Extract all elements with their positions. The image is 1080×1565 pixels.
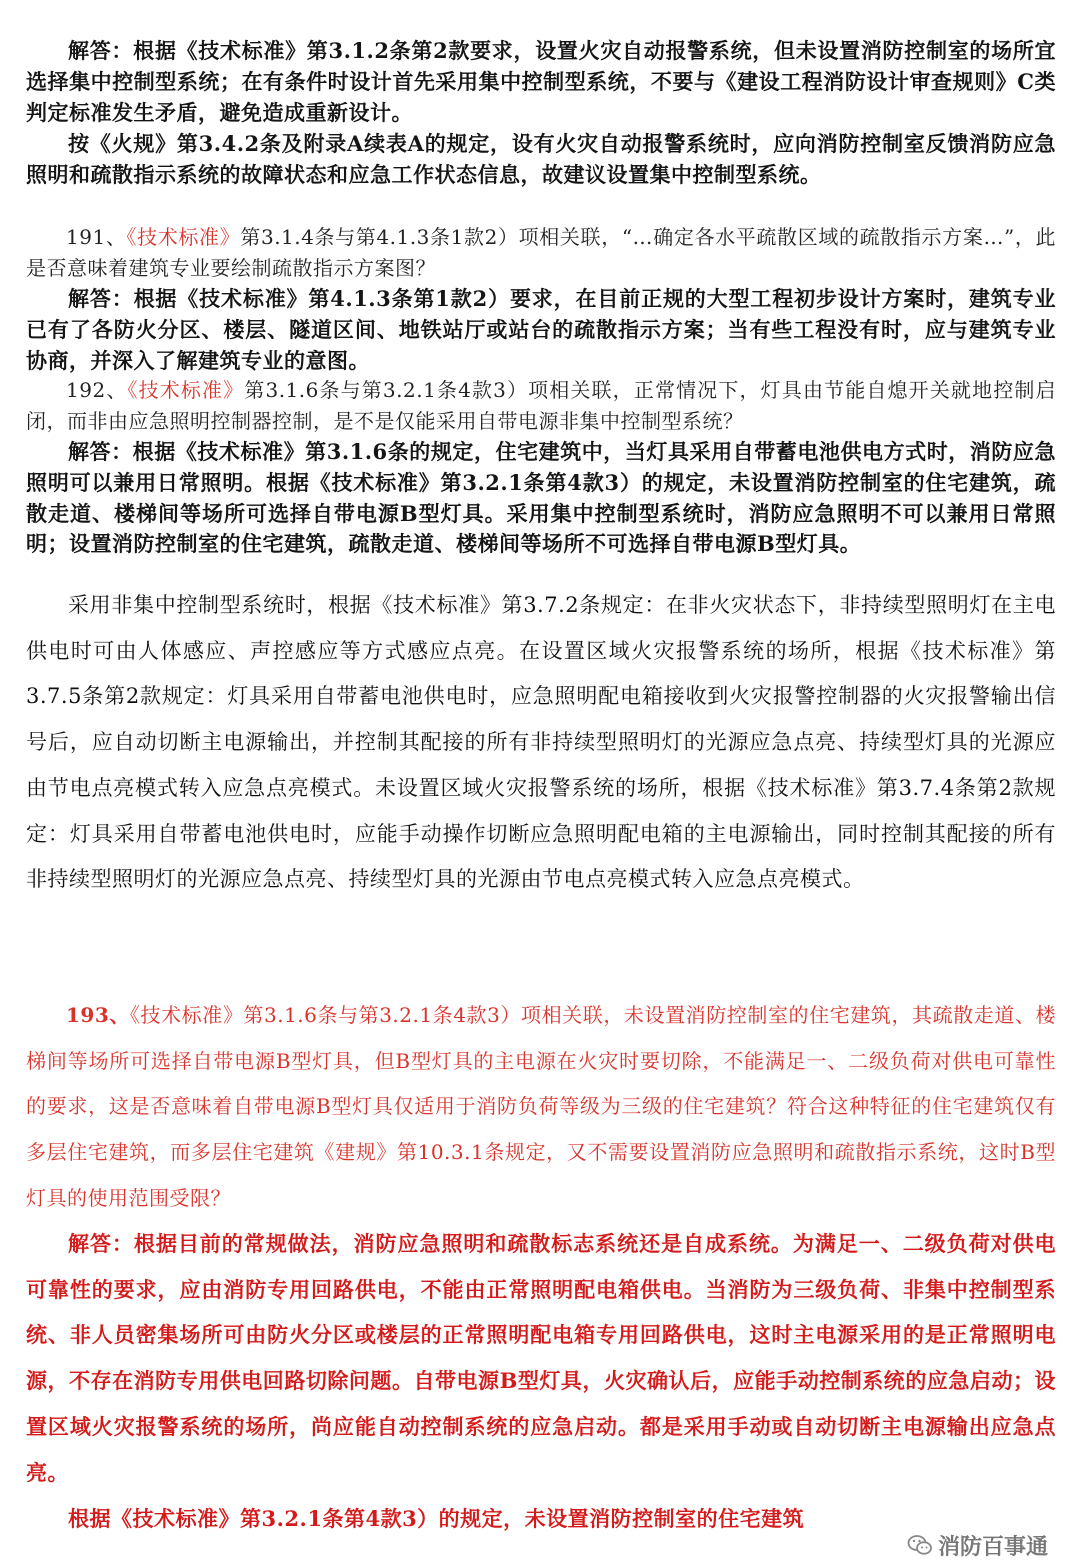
question-192-reference: 《技术标准》 <box>127 378 245 402</box>
answer-191: 解答：根据《技术标准》第4.1.3条第1款2）要求，在目前正规的大型工程初步设计方案时，建筑专业已有了各防火分区、楼层、隧道区间、地铁站厅或站台的疏散指示方案；当有些工程没有时，应与建筑专业协商，并深入了解建筑专业的意图。 <box>26 286 1056 373</box>
question-191 <box>26 222 1056 284</box>
question-191-number: 191、 <box>66 225 127 249</box>
question-193-number: 193、 <box>66 1003 130 1027</box>
answer-192: 解答：根据《技术标准》第3.1.6条的规定，住宅建筑中，当灯具采用自带蓄电池供电方式时，消防应急照明可以兼用日常照明。根据《技术标准》第3.2.1条第4款3）的规定，未设置消防控制室的住宅建筑，疏散走道、楼梯间等场所可选择自带电源B型灯具。采用集中控制型系统时，消防应急照明不可以兼用日常照明；设置消防控制室的住宅建筑，疏散走道、楼梯间等场所不可选择自带电源B型灯具。 <box>26 439 1056 557</box>
answer-190-paragraph: 解答：根据《技术标准》第3.1.2条第2款要求，设置火灾自动报警系统，但未设置消防控制室的场所宜选择集中控制型系统；在有条件时设计首先采用集中控制型系统，不要与《建设工程消防设计审查规则》C类判定标准发生矛盾，避免造成重新设计。 <box>26 38 1056 125</box>
question-192-number: 192、 <box>66 378 128 402</box>
fire-code-paragraph: 按《火规》第3.4.2条及附录A续表A的规定，设有火灾自动报警系统时，应向消防控制室反馈消防应急照明和疏散指示系统的故障状态和应急工作状态信息，故建议设置集中控制型系统。 <box>26 131 1056 187</box>
question-193-text: 《技术标准》第3.1.6条与第3.2.1条4款3）项相关联，未设置消防控制室的住宅建筑，其疏散走道、楼梯间等场所可选择自带电源B型灯具，但B型灯具的主电源在火灾时要切除，不能满足一、二级负荷对供电可靠性的要求，这是否意味着自带电源B型灯具仅适用于消防负荷等级为三级的住宅建筑？符合这种特征的住宅建筑仅有多层住宅建筑，而多层住宅建筑《建规》第10.3.1条规定，又不需要设置消防应急照明和疏散指示系统，这时B型灯具的使用范围受限？ <box>26 1003 1057 1210</box>
watermark-text: 消防百事通 <box>937 1534 1048 1560</box>
last-paragraph: 根据《技术标准》第3.2.1条第4款3）的规定，未设置消防控制室的住宅建筑 <box>68 1506 805 1531</box>
question-192-text: 第3.1.6条与第3.2.1条4款3）项相关联，正常情况下，灯具由节能自熄开关就地控制启闭，而非由应急照明控制器控制，是不是仅能采用自带电源非集中控制型系统？ <box>26 378 1057 433</box>
noncentral-control-paragraph: 采用非集中控制型系统时，根据《技术标准》第3.7.2条规定：在非火灾状态下，非持续型照明灯在主电供电时可由人体感应、声控感应等方式感应点亮。在设置区域火灾报警系统的场所，根据《技术标准》第3.7.5条第2款规定：灯具采用自带蓄电池供电时，应急照明配电箱接收到火灾报警控制器的火灾报警输出信号后，应自动切断主电源输出，并控制其配接的所有非持续型照明灯的光源应急点亮、持续型灯具的光源应由节电点亮模式转入应急点亮模式。未设置区域火灾报警系统的场所，根据《技术标准》第3.7.4条第2款规定：灯具采用自带蓄电池供电时，应能手动操作切断应急照明配电箱的主电源输出，同时控制其配接的所有非持续型照明灯的光源应急点亮、持续型灯具的光源由节电点亮模式转入应急点亮模式。 <box>26 593 1056 892</box>
wechat-icon <box>907 1532 933 1558</box>
answer-193: 解答：根据目前的常规做法，消防应急照明和疏散标志系统还是自成系统。为满足一、二级负荷对供电可靠性的要求，应由消防专用回路供电，不能由正常照明配电箱供电。当消防为三级负荷、非集中控制型系统、非人员密集场所可由防火分区或楼层的正常照明配电箱专用回路供电，这时主电源采用的是正常照明电源，不存在消防专用供电回路切除问题。自带电源B型灯具，火灾确认后，应能手动控制系统的应急启动；设置区域火灾报警系统的场所，尚应能自动控制系统的应急启动。都是采用手动或自动切断主电源输出应急点亮。 <box>26 1231 1056 1485</box>
question-191-reference: 《技术标准》 <box>126 225 241 249</box>
wechat-watermark <box>899 1527 1056 1563</box>
question-191-text: 第3.1.4条与第4.1.3条1款2）项相关联，“…确定各水平疏散区域的疏散指示方案…”，此是否意味着建筑专业要绘制疏散指示方案图？ <box>26 225 1056 280</box>
question-192 <box>26 375 1056 437</box>
question-193 <box>26 993 1056 1222</box>
